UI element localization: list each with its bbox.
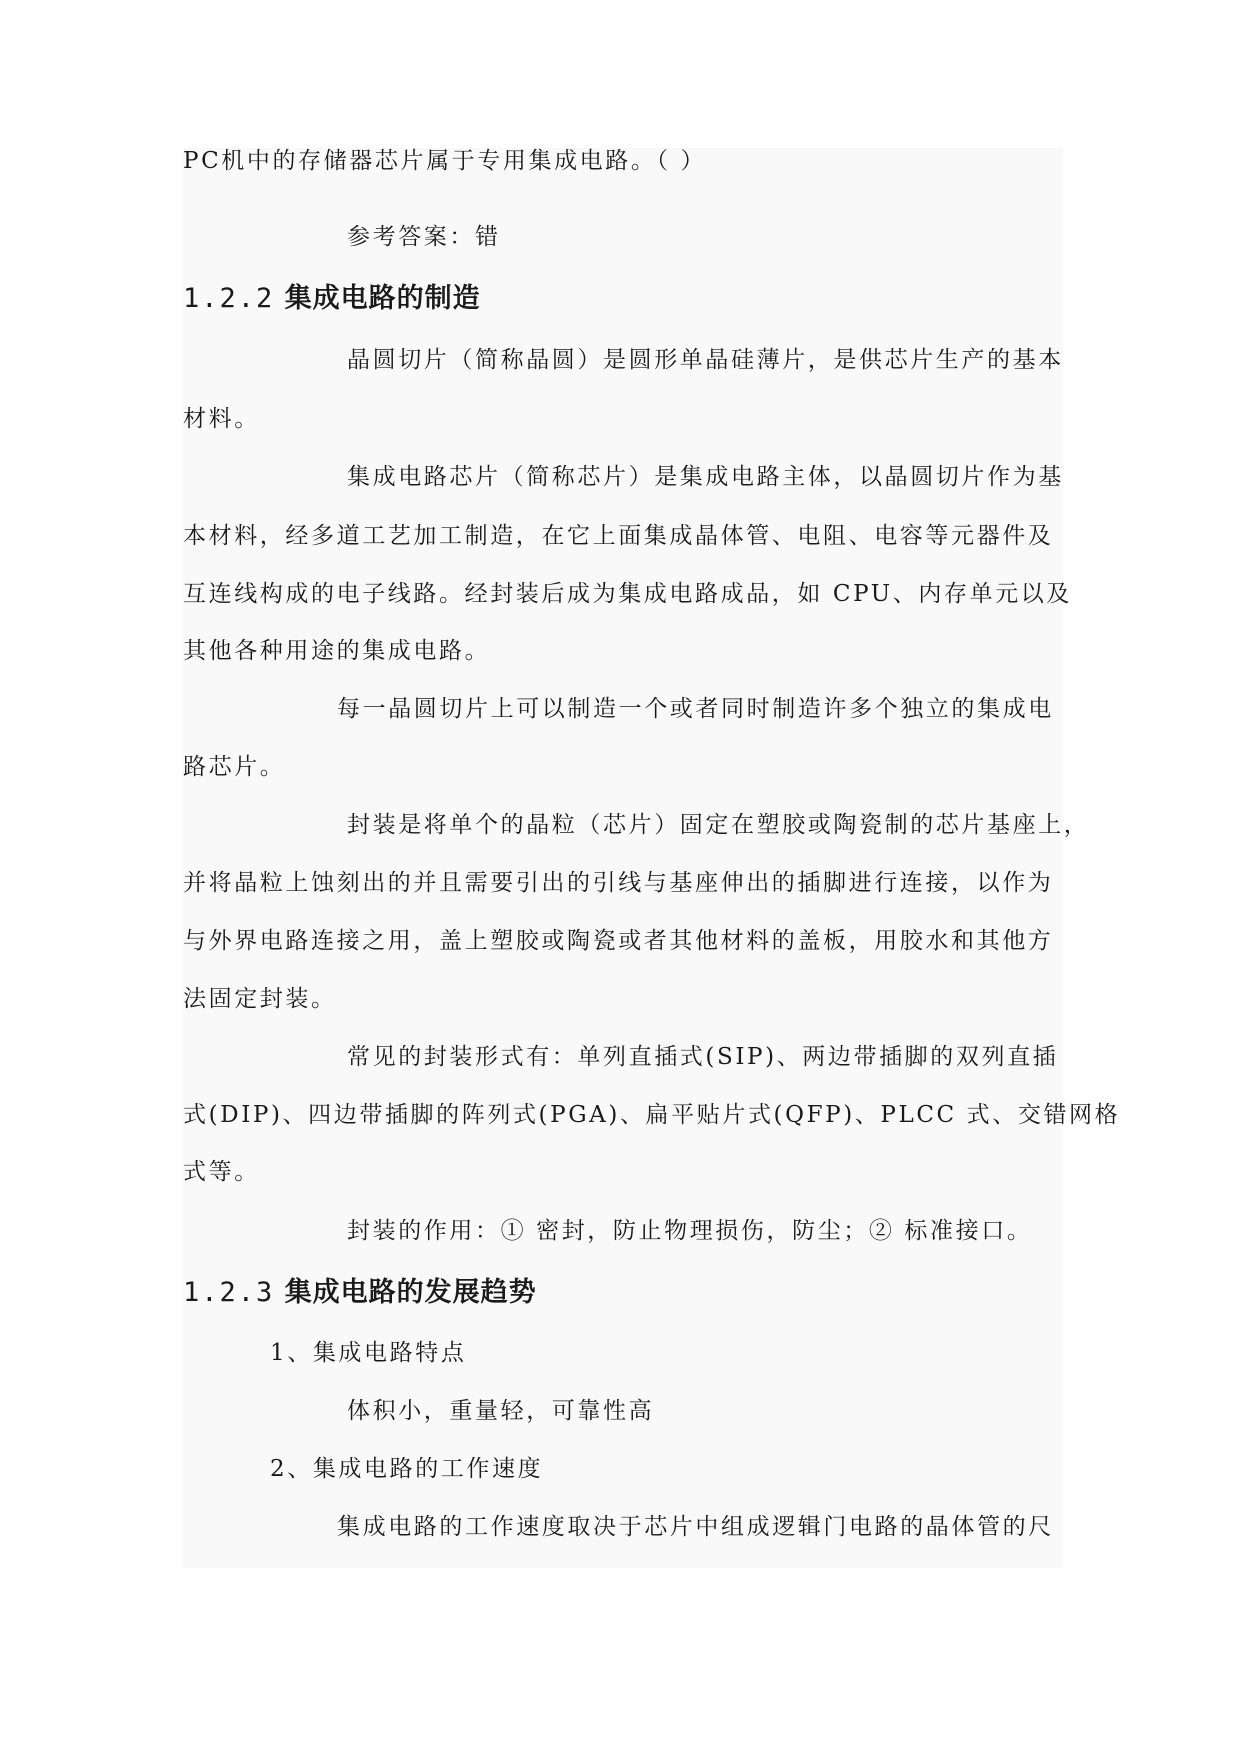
paragraph-line: 并将晶粒上蚀刻出的并且需要引出的引线与基座伸出的插脚进行连接，以作为 bbox=[183, 870, 1054, 896]
paragraph-line: 常见的封装形式有：单列直插式(SIP)、两边带插脚的双列直插 bbox=[347, 1044, 1059, 1070]
paragraph-line: 与外界电路连接之用，盖上塑胶或陶瓷或者其他材料的盖板，用胶水和其他方 bbox=[183, 928, 1054, 954]
paragraph-line: 集成电路的工作速度取决于芯片中组成逻辑门电路的晶体管的尺 bbox=[337, 1514, 1054, 1540]
paragraph-line: 集成电路芯片（简称芯片）是集成电路主体，以晶圆切片作为基 bbox=[347, 464, 1064, 490]
paragraph-line: 式等。 bbox=[183, 1159, 260, 1185]
section-title: 集成电路的发展趋势 bbox=[284, 1277, 537, 1308]
section-number: 1.2.3 bbox=[183, 1277, 275, 1308]
list-item: 2、集成电路的工作速度 bbox=[270, 1456, 544, 1482]
paragraph-line: 每一晶圆切片上可以制造一个或者同时制造许多个独立的集成电 bbox=[337, 696, 1054, 722]
paragraph-line: 体积小，重量轻，可靠性高 bbox=[347, 1398, 655, 1424]
section-heading-1-2-3 bbox=[183, 1276, 537, 1310]
section-heading-1-2-2 bbox=[183, 282, 481, 316]
question-line: PC机中的存储器芯片属于专用集成电路。（ ） bbox=[183, 148, 707, 174]
paragraph-line: 其他各种用途的集成电路。 bbox=[183, 638, 491, 664]
paragraph-line: 封装的作用：① 密封，防止物理损伤，防尘；② 标准接口。 bbox=[347, 1218, 1033, 1244]
list-item: 1、集成电路特点 bbox=[270, 1340, 467, 1366]
section-number: 1.2.2 bbox=[183, 283, 275, 314]
paragraph-line: 封装是将单个的晶粒（芯片）固定在塑胶或陶瓷制的芯片基座上， bbox=[347, 812, 1090, 838]
paragraph-line: 式(DIP)、四边带插脚的阵列式(PGA)、扁平贴片式(QFP)、PLCC 式、交错网格 bbox=[183, 1102, 1121, 1128]
paragraph-line: 晶圆切片（简称晶圆）是圆形单晶硅薄片，是供芯片生产的基本 bbox=[347, 347, 1064, 373]
paragraph-line: 法固定封装。 bbox=[183, 986, 337, 1012]
paragraph-line: 互连线构成的电子线路。经封装后成为集成电路成品，如 CPU、内存单元以及 bbox=[183, 581, 1072, 607]
paragraph-line: 材料。 bbox=[183, 406, 260, 432]
paragraph-line: 路芯片。 bbox=[183, 754, 286, 780]
answer-line: 参考答案：错 bbox=[347, 224, 501, 250]
paragraph-line: 本材料，经多道工艺加工制造，在它上面集成晶体管、电阻、电容等元器件及 bbox=[183, 523, 1054, 549]
section-title: 集成电路的制造 bbox=[284, 283, 481, 314]
